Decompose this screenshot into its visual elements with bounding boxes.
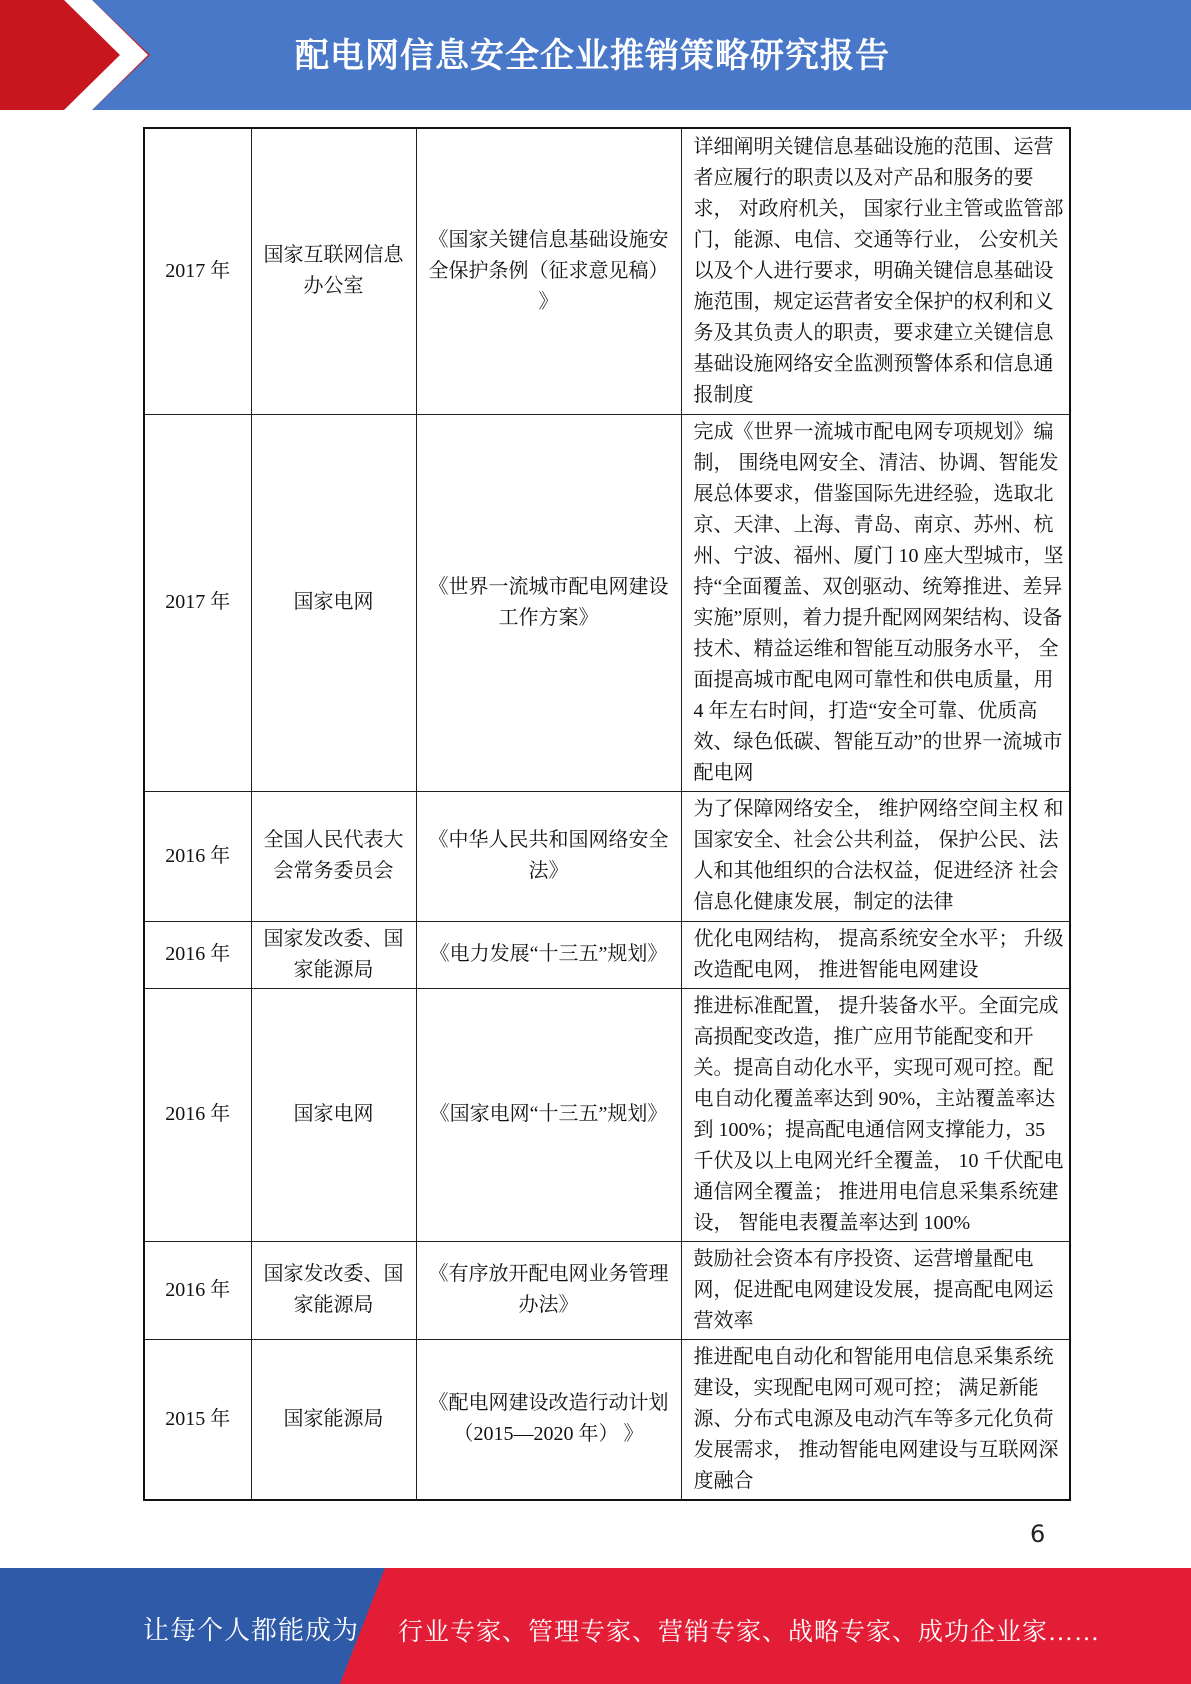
description-cell: 为了保障网络安全， 维护网络空间主权 和国家安全、社会公共利益， 保护公民、法人和其他组织的合法权益，促进经济 社会信息化健康发展，制定的法律: [681, 791, 1070, 921]
document-cell: 《中华人民共和国网络安全法》: [416, 791, 681, 921]
footer-slogan-left: 让每个人都能成为: [143, 1616, 360, 1645]
report-title: 配电网信息安全企业推销策略研究报告: [295, 36, 890, 76]
table-row: [144, 128, 1070, 414]
year-cell: 2017 年: [144, 128, 251, 414]
document-cell: 《国家电网“十三五”规划》: [416, 988, 681, 1241]
description-cell: 推进配电自动化和智能用电信息采集系统建设，实现配电网可观可控； 满足新能源、分布式电源及电动汽车等多元化负荷发展需求， 推动智能电网建设与互联网深度融合: [681, 1339, 1070, 1500]
description-cell: 鼓励社会资本有序投资、运营增量配电网，促进配电网建设发展，提高配电网运营效率: [681, 1241, 1070, 1339]
issuer-cell: 国家发改委、国家能源局: [251, 1241, 416, 1339]
issuer-cell: 国家电网: [251, 988, 416, 1241]
issuer-cell: 全国人民代表大会常务委员会: [251, 791, 416, 921]
table-row: [144, 921, 1070, 988]
description-cell: 推进标准配置， 提升装备水平。全面完成高损配变改造，推广应用节能配变和开关。提高自动化水平，实现可观可控。配电自动化覆盖率达到 90%，主站覆盖率达到 100%；提高配电通信网支撑能力，35 千伏及以上电网光纤全覆盖， 10 千伏配电通信网全覆盖； 推进用电信息采集系统建设， 智能电表覆盖率达到 100%: [681, 988, 1070, 1241]
chevron-right-icon: [64, 0, 154, 110]
year-cell: 2017 年: [144, 414, 251, 791]
year-cell: 2015 年: [144, 1339, 251, 1500]
document-cell: 《世界一流城市配电网建设工作方案》: [416, 414, 681, 791]
table-row: [144, 414, 1070, 791]
year-cell: 2016 年: [144, 1241, 251, 1339]
page-number: 6: [1030, 1520, 1046, 1548]
document-cell: 《电力发展“十三五”规划》: [416, 921, 681, 988]
document-cell: 《国家关键信息基础设施安全保护条例（征求意见稿） 》: [416, 128, 681, 414]
year-cell: 2016 年: [144, 791, 251, 921]
issuer-cell: 国家互联网信息办公室: [251, 128, 416, 414]
document-cell: 《配电网建设改造行动计划（2015—2020 年） 》: [416, 1339, 681, 1500]
description-cell: 优化电网结构， 提高系统安全水平； 升级改造配电网， 推进智能电网建设: [681, 921, 1070, 988]
issuer-cell: 国家电网: [251, 414, 416, 791]
table-row: [144, 988, 1070, 1241]
page-header: [0, 0, 1191, 110]
document-cell: 《有序放开配电网业务管理办法》: [416, 1241, 681, 1339]
issuer-cell: 国家发改委、国家能源局: [251, 921, 416, 988]
year-cell: 2016 年: [144, 988, 251, 1241]
table-row: [144, 791, 1070, 921]
table-row: [144, 1339, 1070, 1500]
policy-table: [143, 127, 1071, 1501]
issuer-cell: 国家能源局: [251, 1339, 416, 1500]
table-row: [144, 1241, 1070, 1339]
footer-slogan-right: 行业专家、管理专家、营销专家、战略专家、成功企业家……: [398, 1619, 1101, 1646]
description-cell: 详细阐明关键信息基础设施的范围、运营者应履行的职责以及对产品和服务的要求， 对政府机关， 国家行业主管或监管部门，能源、电信、交通等行业， 公安机关以及个人进行要求，明确关键信息基础设施范围，规定运营者安全保护的权利和义务及其负责人的职责，要求建立关键信息基础设施网络安全监测预警体系和信息通报制度: [681, 128, 1070, 414]
year-cell: 2016 年: [144, 921, 251, 988]
description-cell: 完成《世界一流城市配电网专项规划》编制， 围绕电网安全、清洁、协调、智能发展总体要求，借鉴国际先进经验，选取北京、天津、上海、青岛、南京、苏州、杭州、宁波、福州、厦门 10 座大型城市，坚持“全面覆盖、双创驱动、统筹推进、差异实施”原则，着力提升配网网架结构、设备技术、精益运维和智能互动服务水平， 全面提高城市配电网可靠性和供电质量，用 4 年左右时间，打造“安全可靠、优质高效、绿色低碳、智能互动”的世界一流城市配电网: [681, 414, 1070, 791]
